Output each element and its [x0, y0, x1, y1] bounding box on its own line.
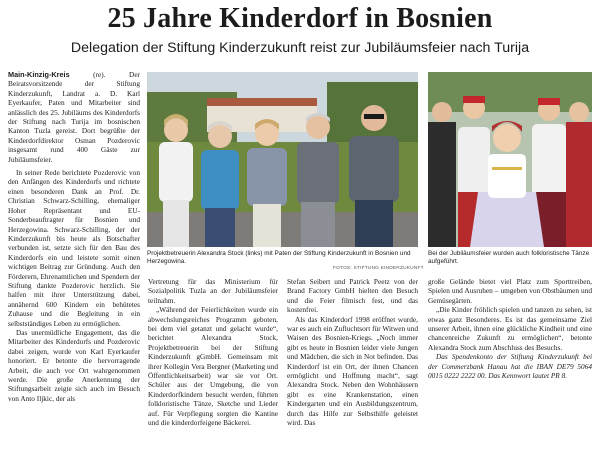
intro-text: (re). Der Beiratsvorsitzende der Stiftung Kinderzukunft, Landrat a. D. Karl Eyerkaufer, Paten und Mitarbeiter sind anlässlich des 25. Jubiläums des Kinderdorfs der Stiftung nach Turija im bosnischen Kanton Tuzla gereist. Dort begrüßte der Kinderdorfdirektor Osman Pozderovic insgesamt rund 400 Gäste zur Jubiläumsfeier. — [8, 70, 140, 164]
dateline: Main-Kinzig-Kreis — [8, 70, 70, 79]
dance-photo — [428, 72, 592, 247]
group-photo-caption: Projektbetreuerin Alexandra Stock (links) mit Paten der Stiftung Kinderzukunft in Bosnien und Herzegowina. — [147, 250, 411, 266]
text-column-4 — [428, 277, 592, 380]
text-column-1 — [8, 70, 140, 403]
body-paragraph: „Während der Feierlichkeiten wurde ein abwechslungsreiches Programm geboten, bei dem viel getanzt und gelacht wurde“, berichtet Alexandra Stock, Projektbetreuerin bei der Stiftung Kinderzukunft gGmbH. Gemeinsam mit ihrer Kollegin Vera Bergner (Marketing und Öffentlichkeitsarbeit) war sie vor Ort. Schüler aus der Umgebung, die von Kinderdorfkindern besucht werden, führten folkloristische Tänze, Sketche und Lieder auf. Für Verpflegung sorgten die Kantine und die kinderdorfeigene Bäckerei. — [148, 305, 278, 428]
text-column-2 — [148, 277, 278, 428]
body-paragraph: Als das Kinderdorf 1998 eröffnet wurde, war es auch ein Zufluchtsort für Witwen und Waisen des Bosnien-Kriegs. „Noch immer gibt es heute in Bosnien leider viele Jungen und Mädchen, die sich in Not befinden. Das Kinderdorf ist ein Ort, der ihnen Chancen ermöglicht und Hoffnung macht“, sagt Alexandra Stock. Neben den Wohnhäusern gibt es eine Krankenstation, einen Kindergarten und ein Ausbildungszentrum, durch das Hilfe zur Selbsthilfe geleistet wird. Das — [287, 314, 418, 428]
body-paragraph: Das unermüdliche Engagement, das die Mitarbeiter des Kinderdorfs und Pozderovic dabei zeigen, wurde von Karl Eyerkaufer honoriert. Er betonte die hervorragende Arbeit, die auch vor Ort wahrgenommen werde. Die große Anerkennung der Stiftungsarbeit zeigte sich auch im Besuch von Anto Iljkic, der als — [8, 327, 140, 403]
photo-credit: FOTOS: STIFTUNG KINDERZUKUNFT — [333, 266, 424, 271]
group-photo — [147, 72, 418, 247]
body-paragraph: Vertretung für das Ministerium für Sozialpolitik Tuzla an der Jubiläumsfeier teilnahm. — [148, 277, 278, 305]
body-paragraph: Stefan Seibert und Patrick Peetz von der Brand Factory GmbH hielten den Besuch und die Feier filmisch fest, und das kostenfrei. — [287, 277, 418, 315]
donation-note-text: Das Spendenkonto der Stiftung Kinderzukunft bei der Commerzbank Hanau hat die IBAN DE79 5064 0015 0222 2222 00. Das Kennwort lautet PR 8. — [428, 352, 592, 381]
body-paragraph: In seiner Rede berichtete Pozderovic von den Anfängen des Kinderdorfs und richtete einen besonderen Dank an Prof. Dr. Christian Schwarz-Schilling, ehemaliger Hoher Repräsentant und EU-Sonderbeauftragter für Bosnien und Herzegowina. Schwarz-Schilling, der der Kinderzukunft bis heute als Botschafter verbunden ist, setzte sich für den Bau des Kinderdorfs ein und leistete somit einen wichtigen Beitrag zur Gründung. Auch den Förderern, Ehrenamtlichen und Spendern der Stiftung dankte Pozderovic herzlich. Sie halfen mit ihrer Unterstützung dabei, annähernd 600 Kindern ein behütetes Zuhause und die Begleitung in ein selbstständiges Leben zu ermöglichen. — [8, 168, 140, 328]
body-paragraph: „Die Kinder fröhlich spielen und tanzen zu sehen, ist etwas ganz Besonderes. Es ist das gemeinsame Ziel unserer Arbeit, ihnen eine glückliche Kindheit und eine chancenreiche Zukunft zu ermöglichen“, betonte Alexandra Stock zum Abschluss des Besuchs. — [428, 305, 592, 352]
dance-photo-caption: Bei der Jubiläumsfeier wurden auch folkloristische Tänze aufgeführt. — [428, 250, 590, 266]
dance-photo-image — [428, 72, 592, 247]
body-paragraph: große Gelände bietet viel Platz zum Sporttreiben, Spielen und Ausruhen – umgeben von Obstbäumen und Gemüsegärten. — [428, 277, 592, 305]
article-subline: Delegation der Stiftung Kinderzukunft reist zur Jubiläumsfeier nach Turija — [70, 40, 530, 56]
text-column-3 — [287, 277, 418, 428]
intro-paragraph — [8, 70, 140, 164]
donation-note — [428, 352, 592, 380]
group-photo-image — [147, 72, 418, 247]
article-headline: 25 Jahre Kinderdorf in Bosnien — [107, 3, 493, 34]
